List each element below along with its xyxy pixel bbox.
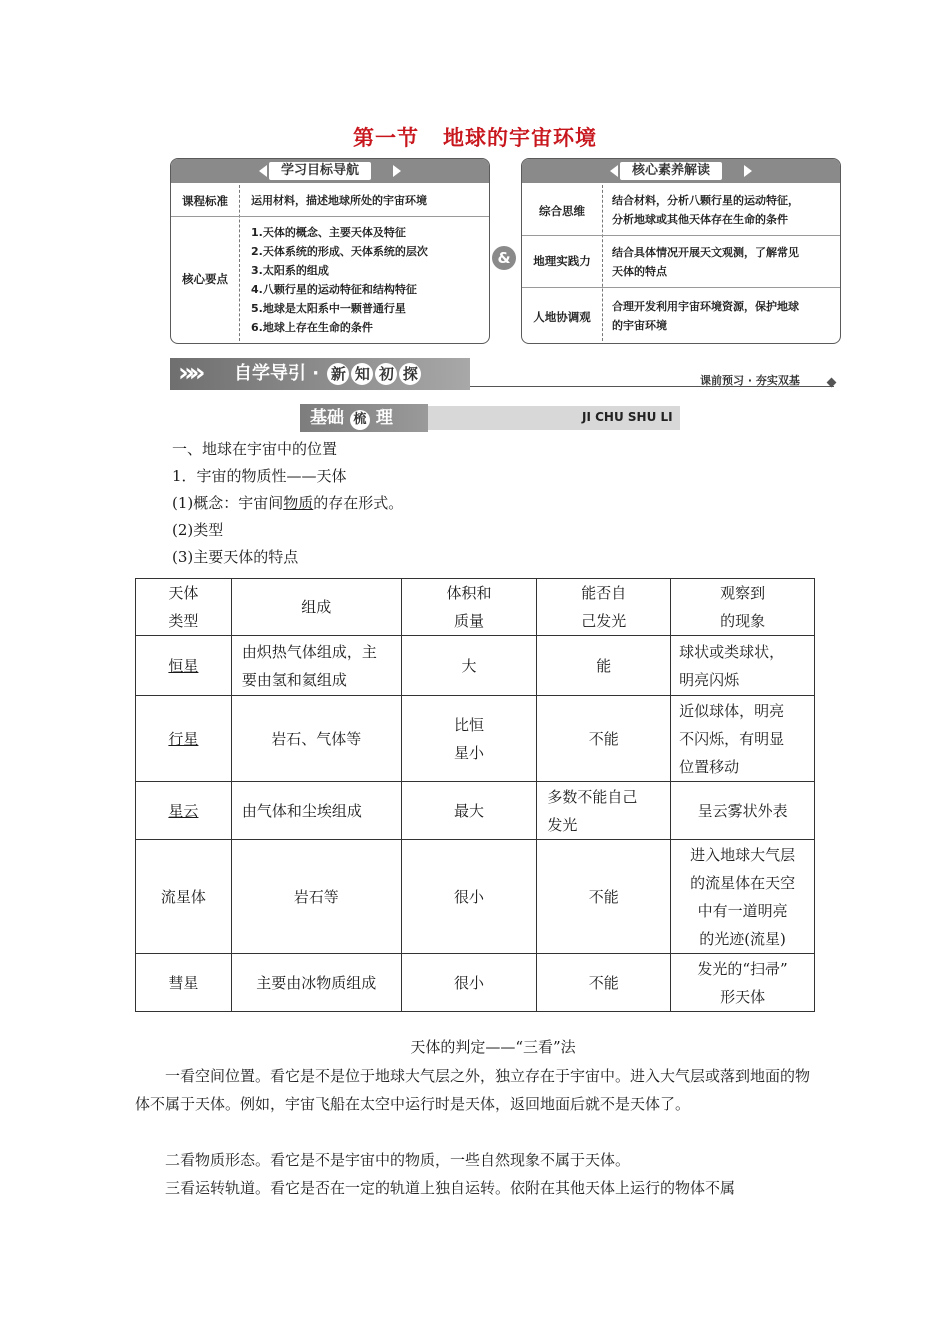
section-content <box>172 436 403 571</box>
core-points-list: 1.天体的概念、主要天体及特征 2.天体系统的形成、天体系统的层次 3.太阳系的组成 4.八颗行星的运动特征和结构特征 5.地球是太阳系中一颗普通行星 6.地球上存在生命的条件 <box>251 226 428 334</box>
table-row: 流星体 岩石等 很小 不能 进入地球大气层 的流星体在天空 中有一道明亮 的光迹(流星) <box>136 840 815 954</box>
double-chevron-icon: »» <box>178 358 200 388</box>
integrated-thinking-label: 综合思维 <box>539 204 585 218</box>
integrated-thinking-text: 结合材料，分析八颗行星的运动特征， 分析地球或其他天体存在生命的条件 <box>612 194 799 226</box>
learning-goals-header <box>171 159 489 183</box>
item-1c: (3)主要天体的特点 <box>172 548 299 566</box>
banner-title: 自学导引 · 新 知 初 探 <box>234 362 421 386</box>
note-title: 天体的判定——“三看”法 <box>410 1038 576 1056</box>
course-standard-label: 课程标准 <box>182 194 228 208</box>
table-row: 星云 由气体和尘埃组成 最大 多数不能自己 发光 呈云雾状外表 <box>136 782 815 840</box>
note-paragraph-2: 二看物质形态。看它是不是宇宙中的物质，一些自然现象不属于天体。 <box>165 1151 631 1169</box>
core-literacy-header <box>522 159 840 183</box>
subsection-label: 基础 梳 理 <box>300 404 428 432</box>
page-title <box>0 122 950 152</box>
geo-practice-label: 地理实践力 <box>533 254 591 268</box>
note-paragraph-3: 三看运转轨道。看它是否在一定的轨道上独自运转。依附在其他天体上运行的物体不属 <box>165 1179 736 1197</box>
header-composition: 组成 <box>231 579 401 636</box>
core-literacy-title: 核心素养解读 <box>620 162 722 180</box>
geo-practice-text: 结合具体情况开展天文观测，了解常见 天体的特点 <box>612 246 799 278</box>
table-row: 行星 岩石、气体等 比恒 星小 不能 近似球体，明亮 不闪烁，有明显 位置移动 <box>136 696 815 782</box>
title-text: 地球的宇宙环境 <box>443 126 597 150</box>
header-observation: 观察到 的现象 <box>671 579 815 636</box>
header-size: 体积和 质量 <box>401 579 537 636</box>
human-earth-label: 人地协调观 <box>533 310 591 324</box>
ampersand-icon: & <box>492 246 516 270</box>
learning-goals-title: 学习目标导航 <box>269 162 371 180</box>
table-row: 恒星 由炽热气体组成，主 要由氢和氦组成 大 能 球状或类球状， 明亮闪烁 <box>136 636 815 696</box>
banner-subtitle: 课前预习 · 夯实双基 <box>700 374 800 387</box>
subsection-pinyin: JI CHU SHU LI <box>582 410 673 424</box>
learning-goals-box <box>170 158 490 344</box>
core-literacy-box <box>521 158 841 344</box>
item-1b: (2)类型 <box>172 521 224 539</box>
header-luminous: 能否自 己发光 <box>537 579 671 636</box>
core-points-label: 核心要点 <box>182 272 228 286</box>
course-standard-text: 运用材料，描述地球所处的宇宙环境 <box>251 194 427 207</box>
section-heading: 一、地球在宇宙中的位置 <box>172 440 338 458</box>
human-earth-text: 合理开发利用宇宙环境资源，保护地球 的宇宙环境 <box>612 300 799 332</box>
celestial-bodies-table <box>135 578 815 1012</box>
title-section-number: 第一节 <box>353 126 419 150</box>
item-1a: (1)概念：宇宙间物质的存在形式。 <box>172 494 404 512</box>
item-1: 1．宇宙的物质性——天体 <box>172 467 347 485</box>
table-row: 彗星 主要由冰物质组成 很小 不能 发光的“扫帚” 形天体 <box>136 954 815 1012</box>
table-header-row <box>136 579 815 636</box>
header-type: 天体 类型 <box>136 579 232 636</box>
note-paragraph-1: 一看空间位置。看它是不是位于地球大气层之外，独立存在于宇宙中。进入大气层或落到地面的物体不属于天体。例如，宇宙飞船在太空中运行时是天体，返回地面后就不是天体了。 <box>135 1067 811 1113</box>
